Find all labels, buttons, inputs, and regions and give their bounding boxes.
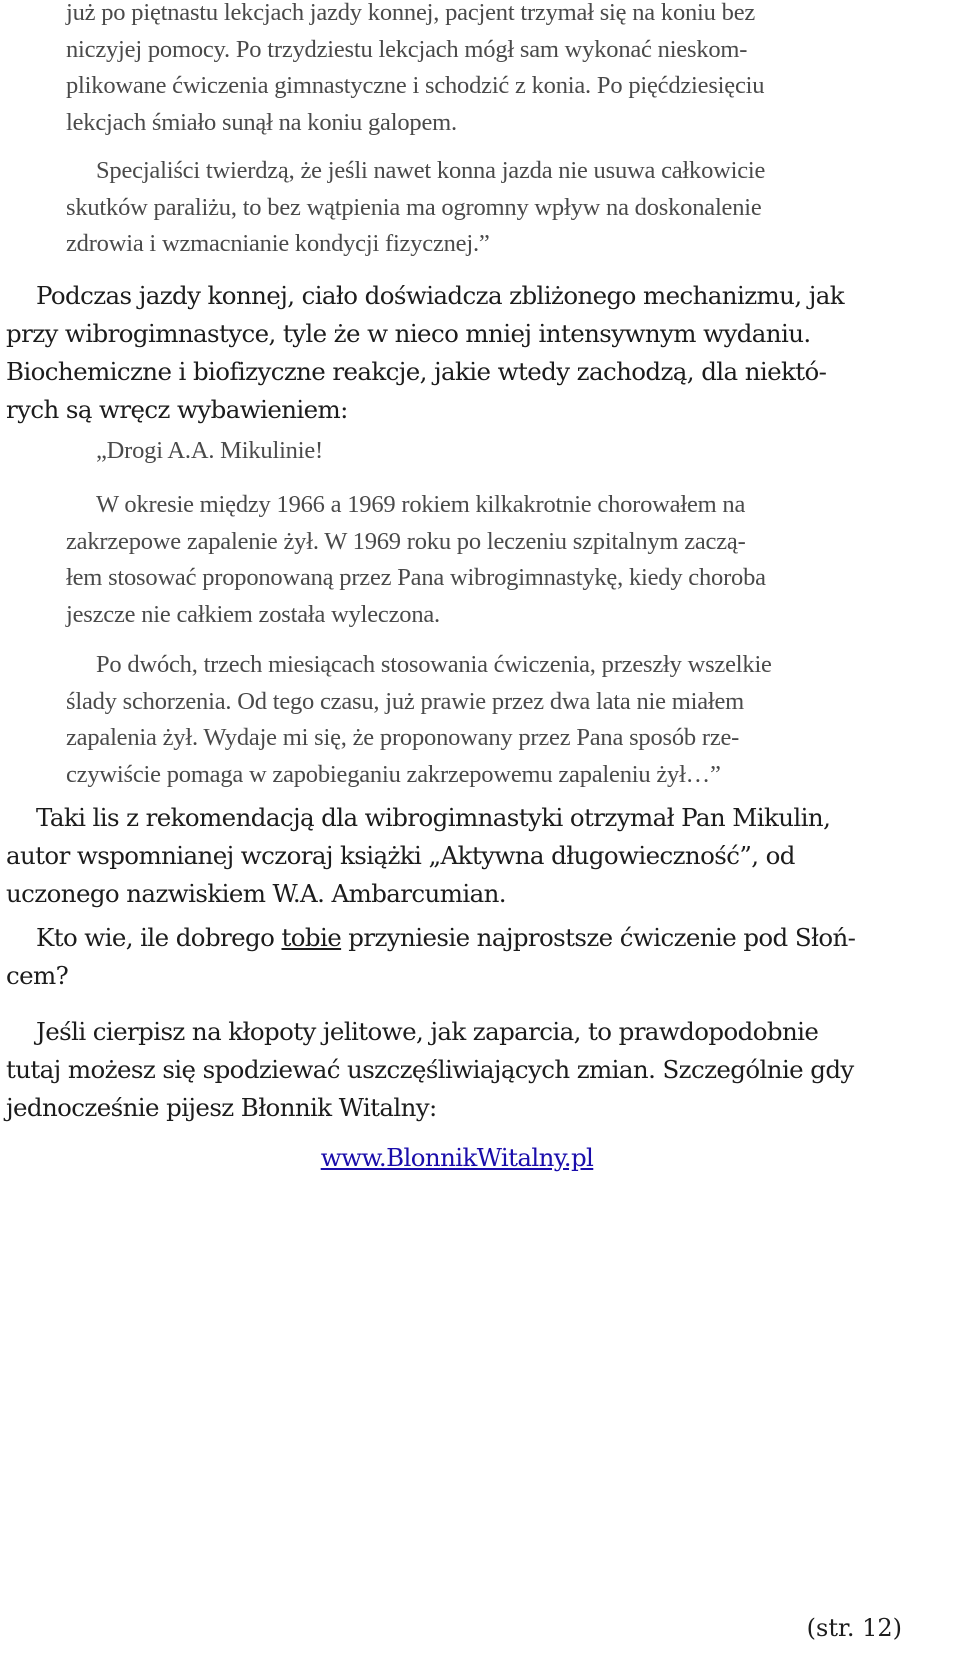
letter-paragraph-2 [66, 647, 772, 793]
text-line: zdrowia i wzmacnianie kondycji fizycznej.” [66, 230, 490, 257]
paragraph-question [6, 919, 855, 995]
quote-paragraph-specialists [66, 153, 765, 263]
text-line [6, 919, 855, 957]
text-line: plikowane ćwiczenia gimnastyczne i schodzić z konia. Po pięćdziesięciu [66, 72, 765, 99]
text-line: zapalenia żył. Wydaje mi się, że proponowany przez Pana sposób rze- [66, 724, 740, 751]
text-line: zakrzepowe zapalenie żył. W 1969 roku po leczeniu szpitalnym zaczą- [66, 527, 746, 555]
quote-paragraph-top [66, 0, 764, 141]
paragraph-fiber [6, 1013, 854, 1127]
text-line: cem? [6, 961, 69, 990]
text-line: skutków paraliżu, to bez wątpienia ma ogromny wpływ na doskonalenie [66, 193, 762, 221]
text-line: Taki lis z rekomendacją dla wibrogimnastyki otrzymał Pan Mikulin, [36, 803, 831, 832]
text-line: Po dwóch, trzech miesiącach stosowania ćwiczenia, przeszły wszelkie [96, 651, 772, 678]
text-line: rych są wręcz wybawieniem: [6, 395, 348, 424]
paragraph-riding [6, 277, 844, 429]
website-link[interactable]: www.BlonnikWitalny.pl [320, 1143, 594, 1172]
text-line: ślady schorzenia. Od tego czasu, już prawie przez dwa lata nie miałem [66, 687, 745, 715]
text-line: niczyjej pomocy. Po trzydziestu lekcjach mógł sam wykonać nieskom- [66, 35, 748, 63]
underlined-word: tobie [281, 923, 342, 952]
text-line: „Drogi A.A. Mikulinie! [96, 437, 323, 464]
text-line: Specjaliści twierdzą, że jeśli nawet konna jazda nie usuwa całkowicie [96, 157, 766, 184]
text-line: lekcjach śmiało sunął na koniu galopem. [66, 108, 457, 136]
text-line: uczonego nazwiskiem W.A. Ambarcumian. [6, 879, 506, 908]
letter-paragraph-1 [66, 487, 766, 633]
text-line: już po piętnastu lekcjach jazdy konnej, pacjent trzymał się na koniu bez [66, 0, 756, 26]
text-line: autor wspomnianej wczoraj książki „Aktywna długowieczność”, od [6, 841, 795, 870]
letter-greeting [96, 433, 323, 470]
text-line: Biochemiczne i biofizyczne reakcje, jakie wtedy zachodzą, dla niektó- [6, 357, 827, 386]
text-line: czywiście pomaga w zapobieganiu zakrzepowemu zapaleniu żył…” [66, 760, 721, 788]
text-line: przy wibrogimnastyce, tyle że w nieco mniej intensywnym wydaniu. [6, 319, 811, 348]
text-line: Podczas jazdy konnej, ciało doświadcza zbliżonego mechanizmu, jak [36, 281, 844, 310]
text-line: jednocześnie pijesz Błonnik Witalny: [6, 1093, 437, 1122]
page-number: (str. 12) [806, 1614, 902, 1642]
text-line: łem stosować proponowaną przez Pana wibrogimnastykę, kiedy choroba [66, 564, 766, 591]
paragraph-letter-info [6, 799, 830, 913]
text-line: tutaj możesz się spodziewać uszczęśliwiających zmian. Szczególnie gdy [6, 1055, 854, 1084]
text-line: Jeśli cierpisz na kłopoty jelitowe, jak zaparcia, to prawdopodobnie [36, 1017, 819, 1046]
text-span: przyniesie najprostsze ćwiczenie pod Słoń- [341, 923, 856, 952]
text-line: jeszcze nie całkiem została wyleczona. [66, 600, 440, 628]
website-link-block [6, 1139, 908, 1177]
text-line: W okresie między 1966 a 1969 rokiem kilkakrotnie chorowałem na [96, 491, 746, 518]
text-span: Kto wie, ile dobrego [36, 923, 282, 952]
